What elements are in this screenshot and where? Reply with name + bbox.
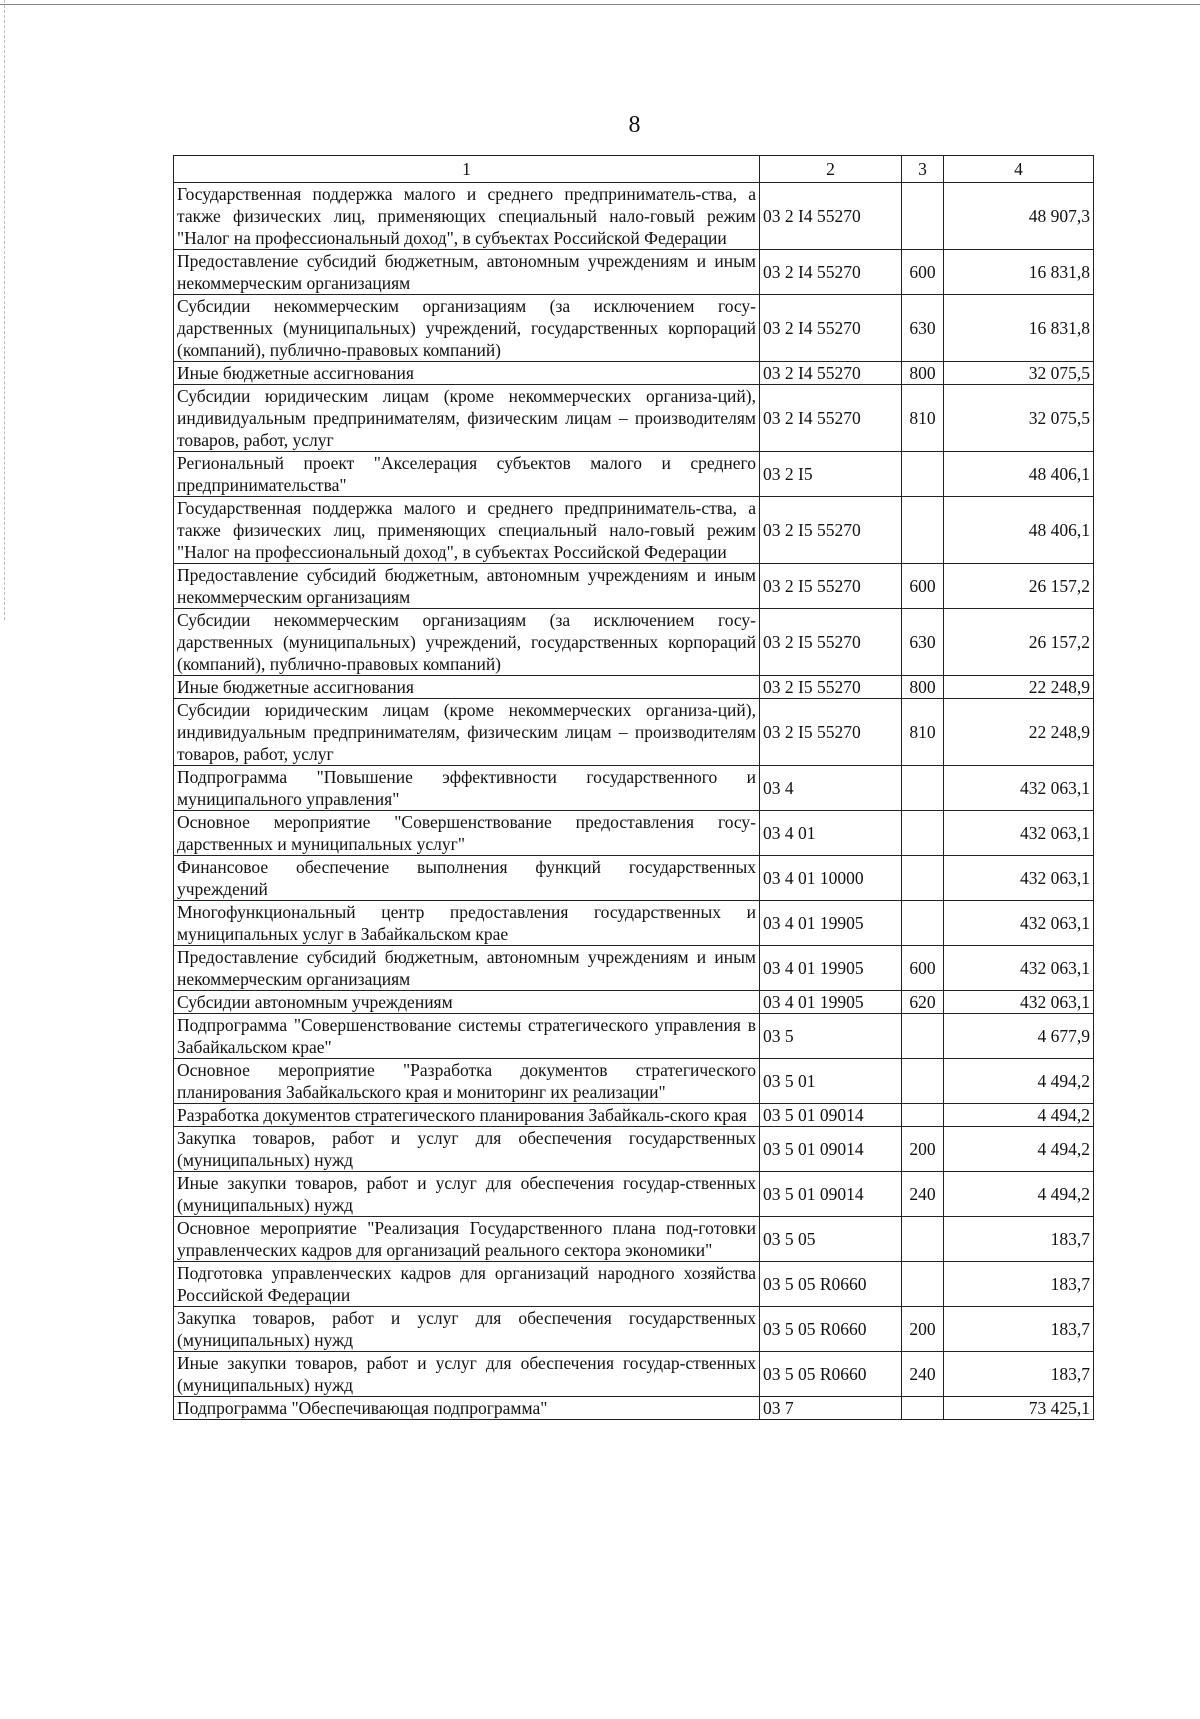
row-name-cell: Субсидии юридическим лицам (кроме некоммерческих организа-ций), индивидуальным предпринимателям, физическим лицам – производителям товаров, работ, услуг [174,385,760,452]
row-code-cell: 03 2 I5 55270 [760,564,902,609]
row-amount-cell: 32 075,5 [944,385,1094,452]
row-code-cell: 03 5 05 R0660 [760,1262,902,1307]
row-amount-cell: 32 075,5 [944,362,1094,385]
table-row [174,609,1094,676]
header-cell-3: 3 [902,156,944,183]
row-code-cell: 03 5 05 R0660 [760,1307,902,1352]
table-row [174,991,1094,1014]
row-code-cell: 03 4 01 19905 [760,946,902,991]
row-code-cell: 03 2 I4 55270 [760,183,902,250]
table-row [174,901,1094,946]
row-name-cell: Субсидии юридическим лицам (кроме некоммерческих организа-ций), индивидуальным предпринимателям, физическим лицам – производителям товаров, работ, услуг [174,699,760,766]
row-type-cell [902,1104,944,1127]
header-cell-4: 4 [944,156,1094,183]
row-code-cell: 03 2 I5 55270 [760,609,902,676]
table-row [174,564,1094,609]
row-type-cell [902,901,944,946]
table-row [174,1172,1094,1217]
table-row [174,183,1094,250]
table-row [174,295,1094,362]
row-name-cell: Предоставление субсидий бюджетным, автономным учреждениям и иным некоммерческим организациям [174,564,760,609]
row-amount-cell: 22 248,9 [944,676,1094,699]
row-type-cell: 240 [902,1172,944,1217]
row-name-cell: Подпрограмма "Обеспечивающая подпрограмма" [174,1397,760,1420]
row-amount-cell: 432 063,1 [944,991,1094,1014]
row-amount-cell: 432 063,1 [944,856,1094,901]
row-code-cell: 03 4 01 19905 [760,991,902,1014]
header-cell-2: 2 [760,156,902,183]
row-type-cell: 600 [902,250,944,295]
row-type-cell: 800 [902,362,944,385]
table-row [174,676,1094,699]
row-amount-cell: 432 063,1 [944,766,1094,811]
row-name-cell: Многофункциональный центр предоставления государственных и муниципальных услуг в Забайкальском крае [174,901,760,946]
row-name-cell: Предоставление субсидий бюджетным, автономным учреждениям и иным некоммерческим организациям [174,946,760,991]
row-type-cell: 200 [902,1307,944,1352]
row-type-cell [902,1059,944,1104]
row-amount-cell: 432 063,1 [944,946,1094,991]
row-code-cell: 03 2 I4 55270 [760,295,902,362]
table-row [174,946,1094,991]
row-name-cell: Закупка товаров, работ и услуг для обеспечения государственных (муниципальных) нужд [174,1127,760,1172]
table-row [174,452,1094,497]
row-type-cell: 810 [902,385,944,452]
row-type-cell [902,1014,944,1059]
row-type-cell [902,811,944,856]
row-code-cell: 03 7 [760,1397,902,1420]
row-amount-cell: 432 063,1 [944,811,1094,856]
row-type-cell: 240 [902,1352,944,1397]
row-amount-cell: 4 677,9 [944,1014,1094,1059]
table-row [174,699,1094,766]
row-name-cell: Подпрограмма "Совершенствование системы стратегического управления в Забайкальском крае" [174,1014,760,1059]
row-amount-cell: 48 907,3 [944,183,1094,250]
row-name-cell: Субсидии некоммерческим организациям (за исключением госу-дарственных (муниципальных) учреждений, государственных корпораций (компаний), публично-правовых компаний) [174,295,760,362]
row-code-cell: 03 4 01 10000 [760,856,902,901]
row-name-cell: Субсидии автономным учреждениям [174,991,760,1014]
row-code-cell: 03 2 I4 55270 [760,385,902,452]
row-type-cell [902,1262,944,1307]
row-type-cell [902,183,944,250]
row-type-cell: 600 [902,946,944,991]
row-name-cell: Закупка товаров, работ и услуг для обеспечения государственных (муниципальных) нужд [174,1307,760,1352]
row-code-cell: 03 4 [760,766,902,811]
row-code-cell: 03 5 01 09014 [760,1127,902,1172]
budget-table-body [174,156,1094,1420]
header-cell-1: 1 [174,156,760,183]
row-amount-cell: 48 406,1 [944,497,1094,564]
table-row [174,362,1094,385]
row-amount-cell: 16 831,8 [944,250,1094,295]
row-name-cell: Иные закупки товаров, работ и услуг для обеспечения государ-ственных (муниципальных) нужд [174,1352,760,1397]
row-code-cell: 03 4 01 [760,811,902,856]
scan-edge-line [0,4,1200,5]
row-amount-cell: 183,7 [944,1352,1094,1397]
row-code-cell: 03 2 I5 55270 [760,497,902,564]
row-code-cell: 03 5 01 [760,1059,902,1104]
row-type-cell [902,1397,944,1420]
row-code-cell: 03 2 I4 55270 [760,362,902,385]
row-amount-cell: 26 157,2 [944,609,1094,676]
table-row [174,811,1094,856]
row-amount-cell: 4 494,2 [944,1172,1094,1217]
table-row [174,856,1094,901]
row-name-cell: Иные бюджетные ассигнования [174,362,760,385]
row-amount-cell: 73 425,1 [944,1397,1094,1420]
budget-table [173,155,1094,1420]
table-row [174,497,1094,564]
row-name-cell: Государственная поддержка малого и среднего предприниматель-ства, а также физических лиц, применяющих специальный нало-говый режим "Налог на профессиональный доход", в субъектах Российской Федерации [174,183,760,250]
table-row [174,1059,1094,1104]
page-number: 8 [628,112,641,138]
row-name-cell: Иные закупки товаров, работ и услуг для обеспечения государ-ственных (муниципальных) нужд [174,1172,760,1217]
row-code-cell: 03 5 01 09014 [760,1104,902,1127]
row-name-cell: Государственная поддержка малого и среднего предприниматель-ства, а также физических лиц, применяющих специальный нало-говый режим "Налог на профессиональный доход", в субъектах Российской Федерации [174,497,760,564]
table-row [174,250,1094,295]
row-code-cell: 03 2 I5 [760,452,902,497]
row-code-cell: 03 5 [760,1014,902,1059]
row-name-cell: Иные бюджетные ассигнования [174,676,760,699]
row-name-cell: Основное мероприятие "Совершенствование предоставления госу-дарственных и муниципальных услуг" [174,811,760,856]
row-name-cell: Основное мероприятие "Разработка документов стратегического планирования Забайкальского края и мониторинг их реализации" [174,1059,760,1104]
row-code-cell: 03 2 I5 55270 [760,699,902,766]
row-type-cell: 200 [902,1127,944,1172]
row-code-cell: 03 2 I4 55270 [760,250,902,295]
row-name-cell: Подпрограмма "Повышение эффективности государственного и муниципального управления" [174,766,760,811]
row-name-cell: Подготовка управленческих кадров для организаций народного хозяйства Российской Федерации [174,1262,760,1307]
table-row [174,1217,1094,1262]
table-row [174,1262,1094,1307]
row-type-cell: 810 [902,699,944,766]
row-code-cell: 03 4 01 19905 [760,901,902,946]
table-row [174,385,1094,452]
row-type-cell [902,497,944,564]
row-name-cell: Основное мероприятие "Реализация Государственного плана под-готовки управленческих кадров для организаций реального сектора экономики" [174,1217,760,1262]
table-row [174,1104,1094,1127]
table-row [174,1352,1094,1397]
row-amount-cell: 16 831,8 [944,295,1094,362]
row-name-cell: Предоставление субсидий бюджетным, автономным учреждениям и иным некоммерческим организациям [174,250,760,295]
row-amount-cell: 432 063,1 [944,901,1094,946]
row-code-cell: 03 5 05 R0660 [760,1352,902,1397]
row-type-cell: 600 [902,564,944,609]
table-header-row [174,156,1094,183]
row-amount-cell: 22 248,9 [944,699,1094,766]
row-amount-cell: 183,7 [944,1262,1094,1307]
row-type-cell [902,1217,944,1262]
row-type-cell: 620 [902,991,944,1014]
row-type-cell [902,856,944,901]
row-type-cell [902,452,944,497]
row-type-cell [902,766,944,811]
row-name-cell: Разработка документов стратегического планирования Забайкаль-ского края [174,1104,760,1127]
table-row [174,1307,1094,1352]
row-name-cell: Региональный проект "Акселерация субъектов малого и среднего предпринимательства" [174,452,760,497]
row-code-cell: 03 5 01 09014 [760,1172,902,1217]
row-amount-cell: 4 494,2 [944,1059,1094,1104]
row-type-cell: 630 [902,609,944,676]
table-row [174,1397,1094,1420]
row-code-cell: 03 5 05 [760,1217,902,1262]
row-amount-cell: 4 494,2 [944,1104,1094,1127]
table-row [174,1127,1094,1172]
table-row [174,1014,1094,1059]
row-type-cell: 800 [902,676,944,699]
row-amount-cell: 183,7 [944,1217,1094,1262]
row-amount-cell: 26 157,2 [944,564,1094,609]
scan-edge-line-left [4,0,5,620]
row-name-cell: Финансовое обеспечение выполнения функций государственных учреждений [174,856,760,901]
row-amount-cell: 48 406,1 [944,452,1094,497]
row-amount-cell: 4 494,2 [944,1127,1094,1172]
row-name-cell: Субсидии некоммерческим организациям (за исключением госу-дарственных (муниципальных) учреждений, государственных корпораций (компаний), публично-правовых компаний) [174,609,760,676]
table-row [174,766,1094,811]
row-type-cell: 630 [902,295,944,362]
row-code-cell: 03 2 I5 55270 [760,676,902,699]
row-amount-cell: 183,7 [944,1307,1094,1352]
